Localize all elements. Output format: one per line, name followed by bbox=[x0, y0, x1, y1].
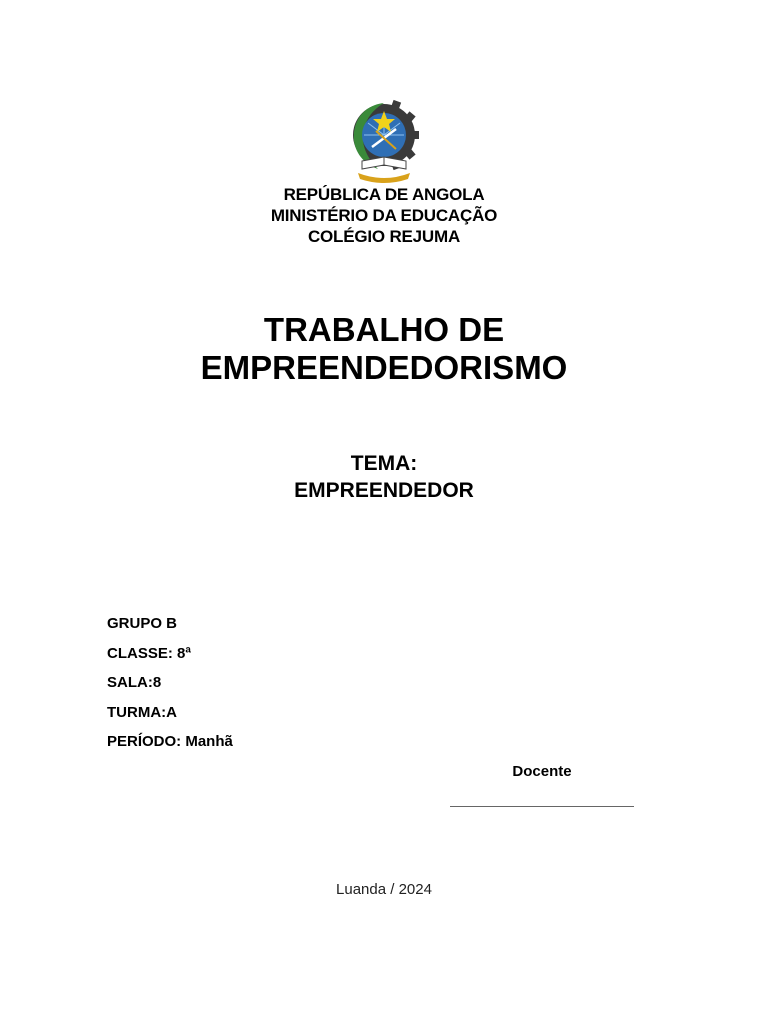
title-line-1: TRABALHO DE bbox=[263, 311, 505, 348]
teacher-label: Docente bbox=[512, 763, 572, 780]
theme-value: EMPREENDEDOR bbox=[294, 479, 474, 502]
title-line-2: EMPREENDEDORISMO bbox=[200, 349, 568, 386]
place-date: Luanda / 2024 bbox=[336, 881, 432, 898]
institution-header bbox=[0, 184, 768, 247]
ministry-name: MINISTÉRIO DA EDUCAÇÃO bbox=[270, 206, 498, 225]
room-line: SALA:8 bbox=[107, 674, 162, 692]
country-name: REPÚBLICA DE ANGOLA bbox=[283, 185, 485, 204]
period-line: PERÍODO: Manhã bbox=[107, 733, 233, 751]
document-title bbox=[0, 311, 768, 387]
theme-block bbox=[0, 450, 768, 504]
school-name: COLÉGIO REJUMA bbox=[307, 227, 461, 246]
theme-label: TEMA: bbox=[350, 452, 418, 475]
angola-coat-of-arms-emblem bbox=[346, 95, 422, 185]
student-info-list bbox=[107, 614, 233, 762]
turma-line: TURMA:A bbox=[107, 703, 177, 721]
ribbon-banner bbox=[358, 173, 410, 183]
class-line: CLASSE: 8ª bbox=[107, 644, 191, 662]
group-line: GRUPO B bbox=[107, 615, 178, 632]
signature-line bbox=[450, 806, 634, 807]
